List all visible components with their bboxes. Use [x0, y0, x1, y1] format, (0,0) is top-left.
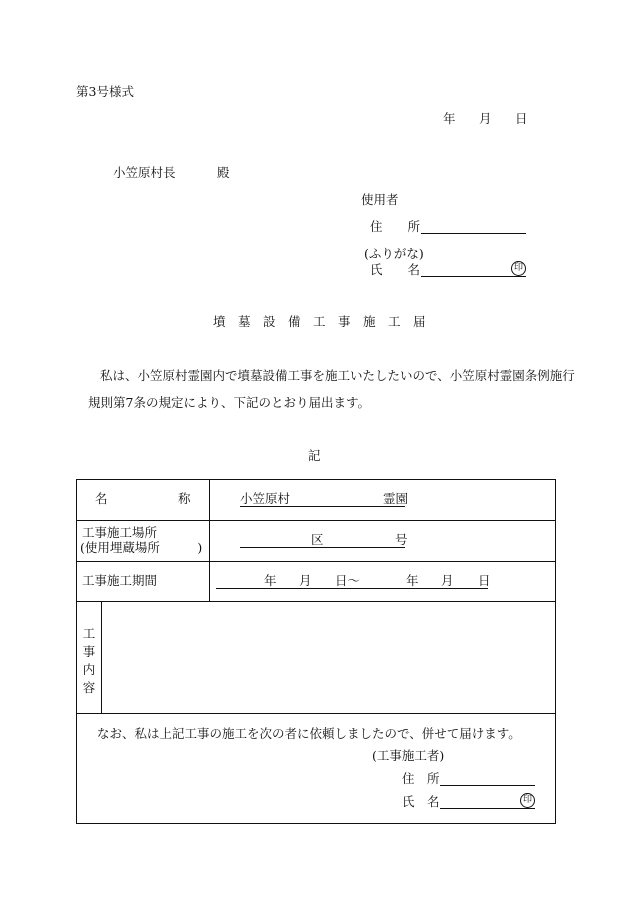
row1-value-a: 小笠原村	[240, 491, 291, 506]
applicant-name-field[interactable]	[421, 276, 526, 277]
row-divider	[77, 561, 555, 562]
applicant-seal-icon: 印	[511, 261, 526, 276]
row3-year1: 年	[264, 573, 277, 588]
row2-go: 号	[395, 532, 408, 547]
row1-label-a: 名	[95, 491, 108, 506]
applicant-address-field[interactable]	[421, 233, 526, 234]
date-day: 日	[515, 111, 528, 126]
row3-month2: 月	[441, 573, 454, 588]
contractor-name-field[interactable]	[440, 808, 535, 809]
row4-char: 工	[82, 626, 96, 641]
row3-label: 工事施工期間	[82, 573, 158, 588]
footer-note: なお、私は上記工事の施工を次の者に依頼しましたので、併せて届けます。	[97, 726, 521, 741]
row3-day1: 日〜	[335, 573, 361, 588]
row3-month1: 月	[299, 573, 312, 588]
contractor-heading: (工事施工者)	[372, 748, 445, 763]
row1-label-b: 称	[178, 491, 191, 506]
work-content-area[interactable]	[102, 602, 555, 712]
contractor-name-label: 氏 名	[402, 794, 440, 809]
row3-day2: 日	[478, 573, 491, 588]
form-number: 第3号様式	[76, 84, 134, 99]
location-field[interactable]	[240, 547, 405, 548]
column-divider	[209, 480, 210, 601]
ki-heading: 記	[308, 448, 321, 463]
contractor-address-label: 住 所	[402, 771, 440, 786]
contractor-seal-icon: 印	[520, 793, 535, 808]
addressee-honorific: 殿	[217, 165, 230, 180]
row-divider	[77, 713, 555, 714]
applicant-furigana-label: (ふりがな)	[364, 246, 424, 261]
applicant-address-label: 住 所	[370, 219, 421, 234]
row4-label	[82, 625, 96, 697]
row4-char: 内	[82, 662, 96, 677]
contractor-address-field[interactable]	[440, 785, 535, 786]
applicant-heading: 使用者	[361, 192, 399, 207]
cemetery-name-field[interactable]	[240, 506, 405, 507]
addressee-name: 小笠原村長	[113, 165, 176, 180]
document-title: 墳 墓 設 備 工 事 施 工 届	[213, 314, 426, 329]
body-line-2: 規則第7条の規定により、下記のとおり届出ます。	[88, 395, 370, 410]
period-field[interactable]	[216, 588, 488, 589]
row3-year2: 年	[406, 573, 419, 588]
row-divider	[77, 520, 555, 521]
row1-value-b: 霊園	[383, 491, 409, 506]
body-line-1: 私は、小笠原村霊園内で墳墓設備工事を施工いたしたいので、小笠原村霊園条例施行	[100, 368, 575, 383]
date-month: 月	[479, 111, 492, 126]
row2-label-line1: 工事施工場所	[82, 525, 158, 540]
applicant-name-label: 氏 名	[370, 262, 421, 277]
row2-ku: 区	[311, 532, 324, 547]
date-year: 年	[443, 111, 456, 126]
row2-label-line2: (使用埋蔵場所 )	[80, 540, 203, 555]
row4-char: 容	[82, 680, 96, 695]
row4-char: 事	[82, 644, 96, 659]
